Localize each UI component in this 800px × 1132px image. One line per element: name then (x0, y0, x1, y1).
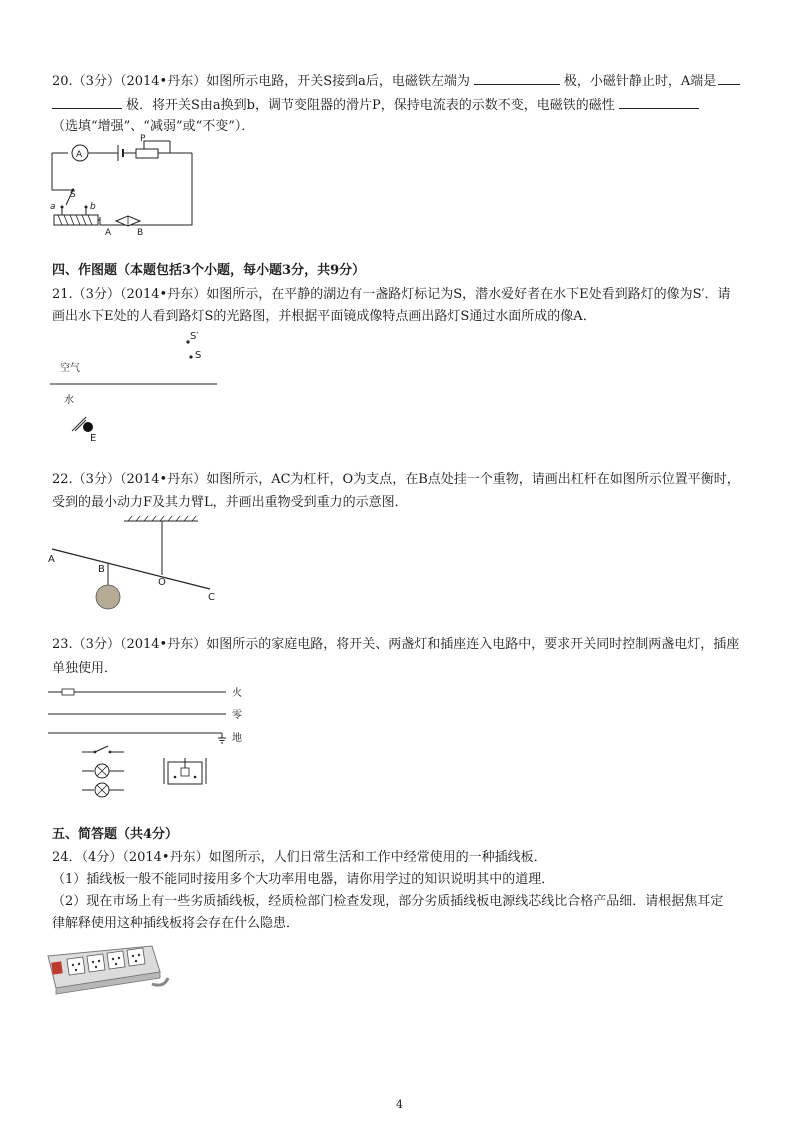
q20-line-3: （选填“增强”、“减弱”或“不变”）． (52, 119, 255, 134)
q20-line-1 (52, 70, 740, 91)
point-a-label: A (48, 554, 55, 565)
q23-household-circuit (44, 680, 264, 800)
q20-blank-2b[interactable] (52, 94, 122, 109)
lever-bar (52, 549, 210, 589)
lamp-point-icon (189, 355, 192, 358)
point-b-label: B (98, 564, 105, 575)
q22-lever-figure (44, 515, 244, 615)
eye-label: E (90, 433, 97, 444)
contact-b-label: b (90, 202, 96, 212)
ammeter-label: A (76, 150, 83, 160)
contact-a-label: a (50, 202, 56, 212)
q21-line-2: 画出水下E处的人看到路灯S的光路图，并根据平面镜成像特点画出路灯S通过水面所成的像A． (52, 309, 596, 324)
air-label: 空气 (60, 363, 80, 374)
page-number: 4 (396, 1098, 403, 1111)
q20-line-2 (52, 94, 699, 115)
live-wire-label: 火 (232, 688, 242, 699)
q20-blank-1[interactable] (474, 70, 560, 85)
q20-circuit-figure (40, 135, 220, 240)
needle-b-label: B (137, 228, 144, 238)
q23-line-1: 23.（3分）（2014•丹东）如图所示的家庭电路，将开关、两盏灯和插座连入电路中，要求开关同时控制两盏电灯，插座 (52, 637, 740, 652)
q20-blank-3[interactable] (619, 94, 699, 109)
point-c-label: C (208, 592, 215, 603)
q23-line-2: 单独使用． (52, 661, 118, 676)
q21-figure (50, 325, 250, 445)
q20-text-1b: 极，小磁针静止时，A端是 (563, 74, 717, 89)
q24-line-2: （1）插线板一般不能同时接用多个大功率用电器，请你用学过的知识说明其中的道理． (52, 872, 555, 887)
slider-label: P (140, 134, 146, 144)
switch-label: S (70, 190, 76, 200)
image-point-label: S′ (190, 331, 199, 342)
neutral-wire-label: 零 (232, 710, 242, 721)
fuse-icon (62, 689, 74, 695)
eye-icon (83, 422, 93, 432)
lamp-point-label: S (195, 350, 202, 361)
ground-wire-label: 地 (232, 733, 242, 744)
q24-line-4: 律解释使用这种插线板将会存在什么隐患． (52, 916, 300, 931)
q22-line-1: 22.（3分）（2014•丹东）如图所示，AC为杠杆，O为支点，在B点处挂一个重物，请画出杠杆在如图所示位置平衡时， (52, 472, 740, 487)
q20-text-1a: 20.（3分）（2014•丹东）如图所示电路，开关S接到a后，电磁铁左端为 (52, 74, 470, 89)
rheostat-icon (136, 149, 158, 158)
q22-line-2: 受到的最小动力F及其力臂L，并画出重物受到重力的示意图． (52, 495, 408, 510)
point-o-label: O (158, 577, 166, 588)
water-label: 水 (64, 395, 74, 406)
section5-title: 五、简答题（共4分） (52, 827, 179, 842)
weight-icon (96, 585, 120, 609)
needle-a-label: A (105, 228, 112, 238)
section4-title: 四、作图题（本题包括3个小题，每小题3分，共9分） (52, 263, 366, 278)
q24-line-3: （2）现在市场上有一些劣质插线板，经质检部门检查发现，部分劣质插线板电源线芯线比合格产品细．请根据焦耳定 (52, 894, 724, 909)
q24-line-1: 24．（4分）（2014•丹东）如图所示，人们日常生活和工作中经常使用的一种插线板． (52, 850, 547, 865)
q21-line-1: 21.（3分）（2014•丹东）如图所示，在平静的湖边有一盏路灯标记为S，潜水爱好者在水下E处看到路灯的像为S′．请 (52, 287, 731, 302)
q20-blank-2[interactable] (718, 70, 740, 85)
switch-symbol-icon (95, 746, 108, 752)
power-strip-photo (44, 938, 174, 998)
q20-text-2a: 极．将开关S由a换到b，调节变阻器的滑片P，保持电流表的示数不变，电磁铁的磁性 (126, 98, 615, 113)
